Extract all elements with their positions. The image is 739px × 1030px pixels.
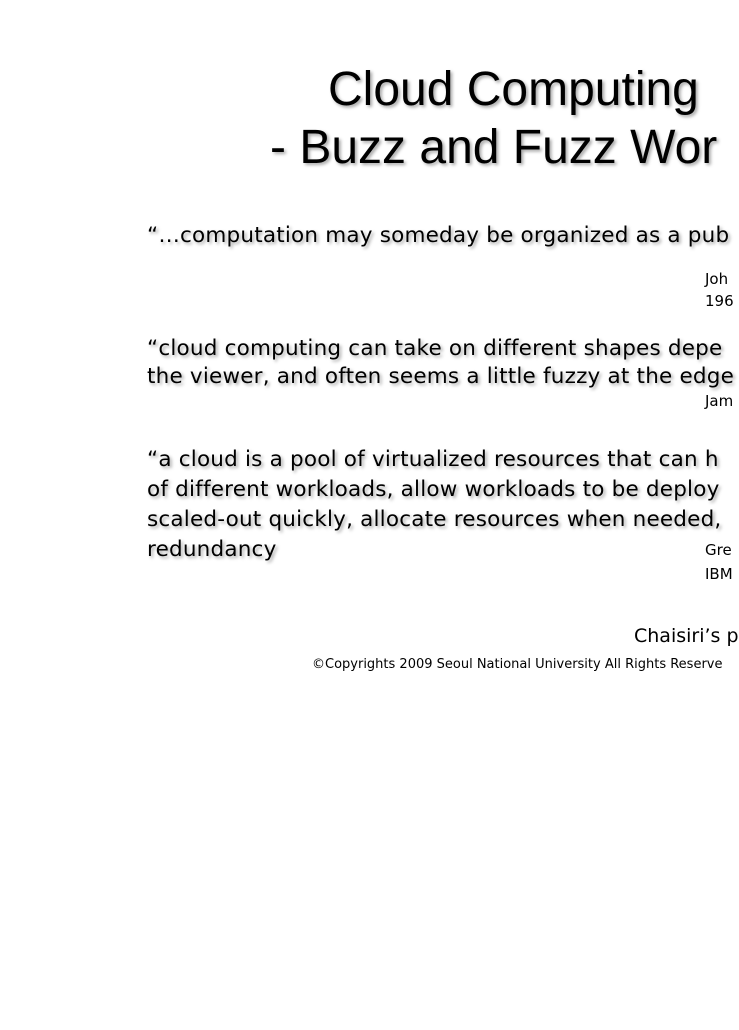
quote-2-attribution-line-1: Jam bbox=[705, 392, 734, 410]
slide-title-line-2: - Buzz and Fuzz Wor bbox=[270, 121, 718, 174]
quote-2-line-2: the viewer, and often seems a little fuzzy at the edge bbox=[147, 364, 735, 389]
slide-title-line-1: Cloud Computing bbox=[328, 63, 699, 116]
quote-3-attribution-line-1: Gre bbox=[705, 541, 732, 559]
quote-2-line-1: “cloud computing can take on different shapes depe bbox=[147, 336, 723, 361]
quote-1-attribution-line-2: 196 bbox=[705, 292, 734, 310]
quote-3-line-1: “a cloud is a pool of virtualized resources that can h bbox=[147, 447, 719, 472]
quote-3-line-2: of different workloads, allow workloads to be deploy bbox=[147, 477, 720, 502]
quote-1-line-1: “…computation may someday be organized as a pub bbox=[147, 223, 730, 248]
quote-3-line-4: redundancy bbox=[147, 537, 277, 562]
quote-3-attribution-line-2: IBM bbox=[705, 565, 733, 583]
copyright-footer: ©Copyrights 2009 Seoul National University All Rights Reserve bbox=[312, 657, 723, 672]
quote-3-line-3: scaled-out quickly, allocate resources when needed, bbox=[147, 507, 722, 532]
quote-1-attribution-line-1: Joh bbox=[705, 270, 729, 288]
source-credit: Chaisiri’s p bbox=[634, 625, 739, 647]
